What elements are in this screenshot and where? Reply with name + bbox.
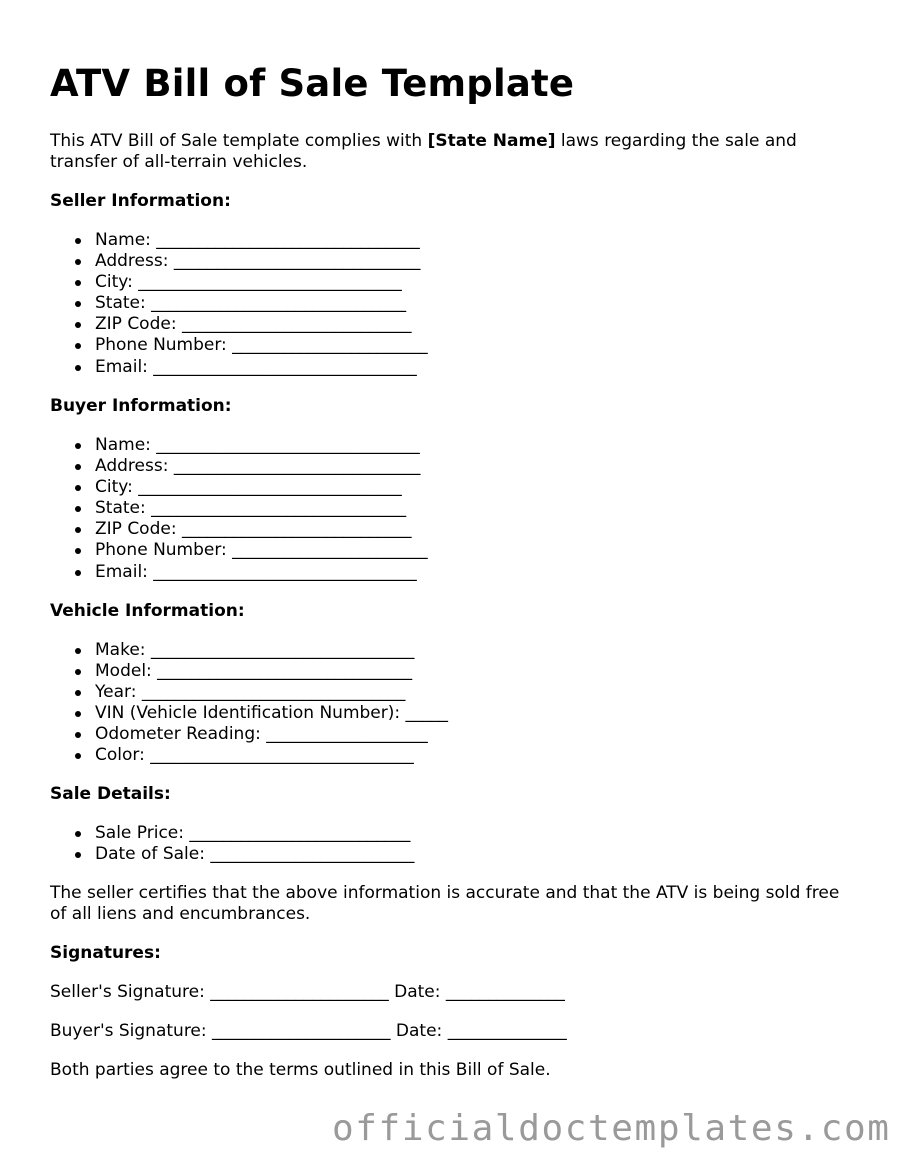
- document-title: ATV Bill of Sale Template: [50, 62, 575, 105]
- buyer-state-field: State: ______________________________: [95, 498, 428, 519]
- seller-zip-field: ZIP Code: ___________________________: [95, 314, 428, 335]
- signatures-heading: Signatures:: [50, 943, 161, 963]
- seller-city-field: City: _______________________________: [95, 272, 428, 293]
- sale-heading: Sale Details:: [50, 784, 171, 804]
- seller-email-field: Email: _______________________________: [95, 357, 428, 378]
- seller-address-field: Address: _____________________________: [95, 251, 428, 272]
- vehicle-vin-field: VIN (Vehicle Identification Number): _____: [95, 703, 449, 724]
- vehicle-fields-list: [50, 640, 448, 767]
- vehicle-color-field: Color: _______________________________: [95, 745, 448, 766]
- vehicle-heading: Vehicle Information:: [50, 601, 245, 621]
- buyer-phone-field: Phone Number: _______________________: [95, 540, 428, 561]
- watermark-text: officialdoctemplates.com: [332, 1108, 891, 1149]
- vehicle-model-field: Model: ______________________________: [95, 661, 448, 682]
- sale-date-field: Date of Sale: ________________________: [95, 844, 415, 865]
- buyer-city-field: City: _______________________________: [95, 477, 428, 498]
- vehicle-year-field: Year: _______________________________: [95, 682, 448, 703]
- intro-text-after: laws regarding the sale and transfer of all-terrain vehicles.: [50, 131, 797, 172]
- buyer-zip-field: ZIP Code: ___________________________: [95, 519, 428, 540]
- state-name-placeholder: [State Name]: [427, 131, 556, 151]
- buyer-address-field: Address: _____________________________: [95, 456, 428, 477]
- vehicle-odometer-field: Odometer Reading: ___________________: [95, 724, 448, 745]
- buyer-fields-list: [50, 435, 428, 583]
- seller-name-field: Name: _______________________________: [95, 230, 428, 251]
- buyer-signature-line: Buyer's Signature: _____________________ Date: ______________: [50, 1021, 567, 1041]
- seller-state-field: State: ______________________________: [95, 293, 428, 314]
- certification-paragraph: The seller certifies that the above information is accurate and that the ATV is being sold free of all liens and encumbrances.: [50, 883, 840, 924]
- vehicle-make-field: Make: _______________________________: [95, 640, 448, 661]
- buyer-heading: Buyer Information:: [50, 396, 232, 416]
- buyer-name-field: Name: _______________________________: [95, 435, 428, 456]
- buyer-email-field: Email: _______________________________: [95, 562, 428, 583]
- sale-fields-list: [50, 823, 414, 865]
- seller-signature-line: Seller's Signature: _____________________ Date: ______________: [50, 982, 565, 1002]
- seller-heading: Seller Information:: [50, 191, 231, 211]
- seller-fields-list: [50, 230, 428, 378]
- seller-phone-field: Phone Number: _______________________: [95, 335, 428, 356]
- intro-paragraph: [50, 131, 850, 173]
- closing-paragraph: Both parties agree to the terms outlined in this Bill of Sale.: [50, 1060, 551, 1080]
- sale-price-field: Sale Price: __________________________: [95, 823, 414, 844]
- intro-text-before: This ATV Bill of Sale template complies with: [50, 131, 428, 151]
